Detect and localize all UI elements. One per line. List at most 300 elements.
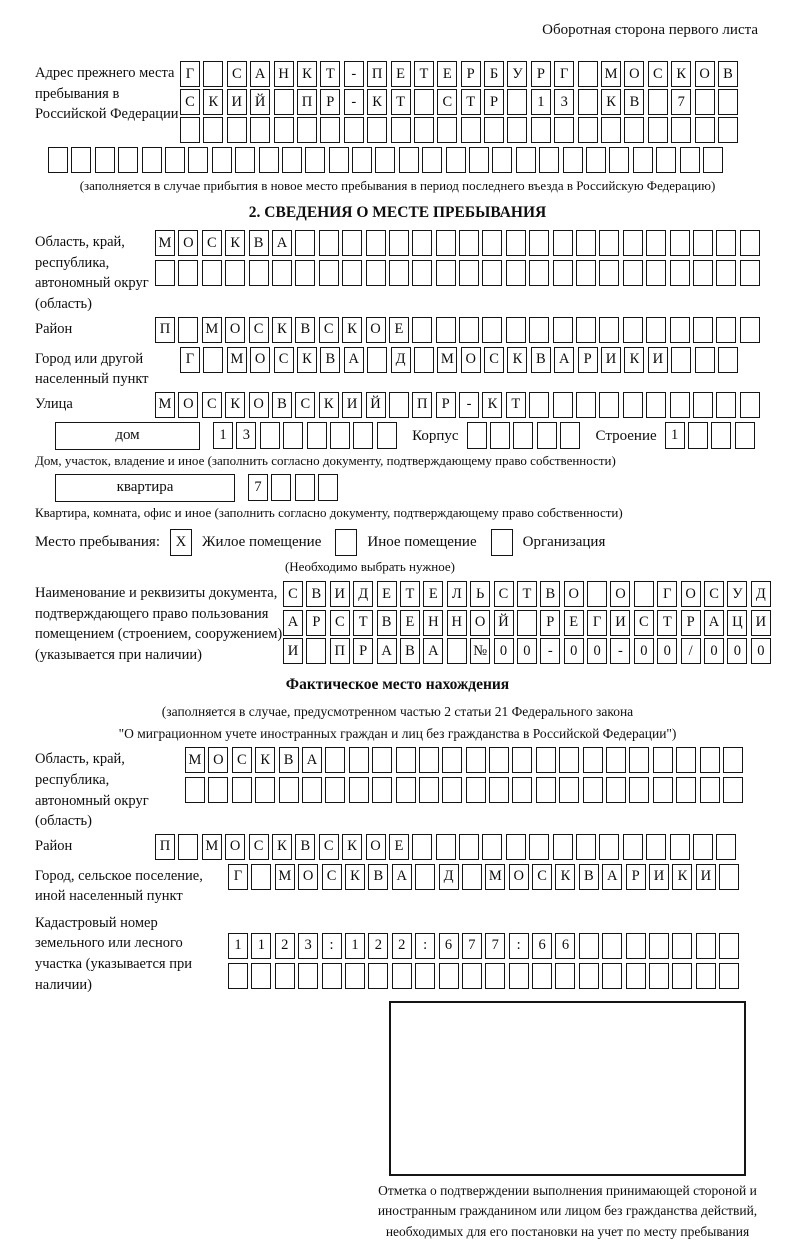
char-cell[interactable]: К (255, 747, 275, 773)
char-cell[interactable] (259, 147, 279, 173)
char-cell[interactable] (695, 347, 715, 373)
char-cell[interactable]: Р (353, 638, 373, 664)
char-cell[interactable] (579, 963, 599, 989)
char-cell[interactable] (325, 777, 345, 803)
char-cell[interactable]: Д (439, 864, 459, 890)
char-cell[interactable]: А (283, 610, 303, 636)
char-cell[interactable] (319, 230, 339, 256)
char-cell[interactable] (389, 392, 409, 418)
char-cell[interactable] (529, 392, 549, 418)
char-cell[interactable]: - (344, 89, 364, 115)
char-cell[interactable]: К (555, 864, 575, 890)
char-cell[interactable] (295, 474, 315, 501)
char-cell[interactable]: 7 (671, 89, 691, 115)
char-cell[interactable] (513, 422, 533, 449)
char-cell[interactable] (322, 963, 342, 989)
char-cell[interactable] (442, 777, 462, 803)
char-cell[interactable] (466, 747, 486, 773)
char-cell[interactable] (703, 147, 723, 173)
char-cell[interactable]: Р (681, 610, 701, 636)
char-cell[interactable] (185, 777, 205, 803)
char-cell[interactable]: К (367, 89, 387, 115)
char-cell[interactable] (467, 422, 487, 449)
char-cell[interactable] (560, 422, 580, 449)
char-cell[interactable]: М (437, 347, 457, 373)
char-cell[interactable] (436, 260, 456, 286)
char-cell[interactable] (554, 117, 574, 143)
char-cell[interactable]: Г (180, 61, 200, 87)
char-cell[interactable] (462, 963, 482, 989)
char-cell[interactable]: - (344, 61, 364, 87)
char-cell[interactable] (437, 117, 457, 143)
char-cell[interactable] (626, 933, 646, 959)
char-cell[interactable]: Д (751, 581, 771, 607)
char-cell[interactable]: С (283, 581, 303, 607)
char-cell[interactable] (693, 834, 713, 860)
char-cell[interactable] (649, 933, 669, 959)
char-cell[interactable] (559, 777, 579, 803)
char-cell[interactable]: Т (517, 581, 537, 607)
char-cell[interactable]: А (602, 864, 622, 890)
char-cell[interactable] (578, 89, 598, 115)
char-cell[interactable]: Н (423, 610, 443, 636)
char-cell[interactable] (275, 963, 295, 989)
char-cell[interactable] (165, 147, 185, 173)
char-cell[interactable] (415, 864, 435, 890)
char-cell[interactable] (250, 117, 270, 143)
char-cell[interactable] (255, 777, 275, 803)
char-cell[interactable] (599, 834, 619, 860)
char-cell[interactable]: П (297, 89, 317, 115)
char-cell[interactable] (634, 581, 654, 607)
char-cell[interactable]: 2 (368, 933, 388, 959)
char-cell[interactable] (305, 147, 325, 173)
char-cell[interactable]: 0 (494, 638, 514, 664)
char-cell[interactable]: О (564, 581, 584, 607)
char-cell[interactable] (586, 147, 606, 173)
char-cell[interactable]: : (509, 933, 529, 959)
char-cell[interactable] (389, 260, 409, 286)
char-cell[interactable]: 2 (275, 933, 295, 959)
char-cell[interactable] (553, 230, 573, 256)
char-cell[interactable]: С (704, 581, 724, 607)
char-cell[interactable] (506, 230, 526, 256)
char-cell[interactable] (466, 777, 486, 803)
char-cell[interactable]: П (412, 392, 432, 418)
char-cell[interactable]: С (232, 747, 252, 773)
char-cell[interactable] (623, 260, 643, 286)
char-cell[interactable] (349, 747, 369, 773)
char-cell[interactable] (251, 864, 271, 890)
char-cell[interactable]: А (392, 864, 412, 890)
char-cell[interactable] (188, 147, 208, 173)
char-cell[interactable]: В (272, 392, 292, 418)
char-cell[interactable] (670, 392, 690, 418)
char-cell[interactable] (740, 260, 760, 286)
char-cell[interactable]: О (681, 581, 701, 607)
char-cell[interactable]: И (610, 610, 630, 636)
char-cell[interactable] (375, 147, 395, 173)
char-cell[interactable] (719, 933, 739, 959)
char-cell[interactable] (396, 747, 416, 773)
char-cell[interactable] (559, 747, 579, 773)
char-cell[interactable]: Н (447, 610, 467, 636)
char-cell[interactable]: И (649, 864, 669, 890)
char-cell[interactable] (740, 317, 760, 343)
char-cell[interactable]: К (601, 89, 621, 115)
char-cell[interactable]: 0 (587, 638, 607, 664)
char-cell[interactable]: - (610, 638, 630, 664)
char-cell[interactable]: А (423, 638, 443, 664)
char-cell[interactable]: Т (400, 581, 420, 607)
char-cell[interactable] (484, 117, 504, 143)
char-cell[interactable] (553, 317, 573, 343)
char-cell[interactable] (202, 260, 222, 286)
char-cell[interactable]: К (203, 89, 223, 115)
char-cell[interactable] (271, 474, 291, 501)
char-cell[interactable] (118, 147, 138, 173)
char-cell[interactable]: И (342, 392, 362, 418)
char-cell[interactable]: О (225, 317, 245, 343)
char-cell[interactable] (482, 260, 502, 286)
char-cell[interactable] (531, 117, 551, 143)
char-cell[interactable] (295, 230, 315, 256)
char-cell[interactable] (693, 230, 713, 256)
char-cell[interactable]: К (319, 392, 339, 418)
char-cell[interactable]: К (507, 347, 527, 373)
char-cell[interactable]: К (225, 392, 245, 418)
char-cell[interactable] (693, 392, 713, 418)
char-cell[interactable]: Й (366, 392, 386, 418)
char-cell[interactable]: А (302, 747, 322, 773)
char-cell[interactable]: О (225, 834, 245, 860)
char-cell[interactable]: 0 (517, 638, 537, 664)
char-cell[interactable] (670, 230, 690, 256)
char-cell[interactable]: Н (274, 61, 294, 87)
char-cell[interactable]: О (249, 392, 269, 418)
char-cell[interactable]: Й (250, 89, 270, 115)
char-cell[interactable] (391, 117, 411, 143)
char-cell[interactable]: С (274, 347, 294, 373)
char-cell[interactable]: Е (400, 610, 420, 636)
char-cell[interactable] (648, 89, 668, 115)
char-cell[interactable]: 1 (531, 89, 551, 115)
char-cell[interactable]: И (330, 581, 350, 607)
char-cell[interactable]: 6 (439, 933, 459, 959)
char-cell[interactable]: С (494, 581, 514, 607)
char-cell[interactable] (623, 392, 643, 418)
char-cell[interactable]: Т (506, 392, 526, 418)
char-cell[interactable] (653, 777, 673, 803)
char-cell[interactable]: А (704, 610, 724, 636)
char-cell[interactable]: Г (228, 864, 248, 890)
char-cell[interactable]: В (306, 581, 326, 607)
char-cell[interactable] (318, 474, 338, 501)
char-cell[interactable]: К (297, 347, 317, 373)
char-cell[interactable] (716, 392, 736, 418)
char-cell[interactable] (489, 747, 509, 773)
char-cell[interactable]: С (532, 864, 552, 890)
char-cell[interactable]: К (345, 864, 365, 890)
checkbox-residential[interactable]: X (170, 529, 192, 556)
char-cell[interactable] (646, 230, 666, 256)
char-cell[interactable] (412, 260, 432, 286)
char-cell[interactable] (719, 963, 739, 989)
char-cell[interactable]: 1 (345, 933, 365, 959)
char-cell[interactable]: - (459, 392, 479, 418)
char-cell[interactable]: М (155, 392, 175, 418)
char-cell[interactable] (307, 422, 327, 449)
char-cell[interactable]: И (283, 638, 303, 664)
char-cell[interactable]: 1 (251, 933, 271, 959)
char-cell[interactable] (646, 834, 666, 860)
char-cell[interactable] (439, 963, 459, 989)
char-cell[interactable] (693, 317, 713, 343)
char-cell[interactable]: Е (423, 581, 443, 607)
char-cell[interactable]: П (155, 834, 175, 860)
char-cell[interactable] (537, 422, 557, 449)
char-cell[interactable] (656, 147, 676, 173)
char-cell[interactable]: 2 (392, 933, 412, 959)
char-cell[interactable] (436, 834, 456, 860)
char-cell[interactable] (272, 260, 292, 286)
char-cell[interactable] (576, 317, 596, 343)
char-cell[interactable]: Р (461, 61, 481, 87)
char-cell[interactable]: Д (391, 347, 411, 373)
char-cell[interactable]: И (696, 864, 716, 890)
char-cell[interactable]: 0 (727, 638, 747, 664)
char-cell[interactable]: О (250, 347, 270, 373)
char-cell[interactable] (180, 117, 200, 143)
char-cell[interactable] (517, 610, 537, 636)
char-cell[interactable] (716, 317, 736, 343)
char-cell[interactable]: В (400, 638, 420, 664)
char-cell[interactable]: М (202, 834, 222, 860)
char-cell[interactable] (459, 230, 479, 256)
char-cell[interactable]: Р (436, 392, 456, 418)
char-cell[interactable] (695, 117, 715, 143)
char-cell[interactable] (653, 747, 673, 773)
char-cell[interactable] (469, 147, 489, 173)
char-cell[interactable] (48, 147, 68, 173)
char-cell[interactable]: К (624, 347, 644, 373)
char-cell[interactable] (671, 347, 691, 373)
char-cell[interactable]: К (482, 392, 502, 418)
char-cell[interactable]: С (249, 317, 269, 343)
char-cell[interactable] (459, 260, 479, 286)
char-cell[interactable]: Р (540, 610, 560, 636)
char-cell[interactable]: У (727, 581, 747, 607)
char-cell[interactable]: С (330, 610, 350, 636)
char-cell[interactable]: Т (414, 61, 434, 87)
char-cell[interactable] (442, 747, 462, 773)
char-cell[interactable] (578, 61, 598, 87)
char-cell[interactable] (228, 963, 248, 989)
char-cell[interactable]: 3 (236, 422, 256, 449)
char-cell[interactable]: К (225, 230, 245, 256)
char-cell[interactable] (735, 422, 755, 449)
char-cell[interactable] (695, 89, 715, 115)
char-cell[interactable] (482, 834, 502, 860)
char-cell[interactable]: 7 (462, 933, 482, 959)
char-cell[interactable] (71, 147, 91, 173)
char-cell[interactable] (670, 317, 690, 343)
char-cell[interactable] (203, 347, 223, 373)
char-cell[interactable] (670, 834, 690, 860)
char-cell[interactable] (414, 89, 434, 115)
char-cell[interactable]: Е (437, 61, 457, 87)
char-cell[interactable]: С (319, 834, 339, 860)
char-cell[interactable]: Ц (727, 610, 747, 636)
char-cell[interactable]: Г (554, 61, 574, 87)
char-cell[interactable] (532, 963, 552, 989)
char-cell[interactable] (485, 963, 505, 989)
char-cell[interactable] (696, 933, 716, 959)
char-cell[interactable] (553, 260, 573, 286)
char-cell[interactable] (623, 317, 643, 343)
char-cell[interactable] (342, 230, 362, 256)
char-cell[interactable] (225, 260, 245, 286)
char-cell[interactable]: И (601, 347, 621, 373)
char-cell[interactable]: Р (626, 864, 646, 890)
char-cell[interactable]: 1 (228, 933, 248, 959)
char-cell[interactable]: А (272, 230, 292, 256)
char-cell[interactable] (601, 117, 621, 143)
char-cell[interactable] (539, 147, 559, 173)
char-cell[interactable]: М (202, 317, 222, 343)
char-cell[interactable] (342, 260, 362, 286)
char-cell[interactable] (536, 777, 556, 803)
char-cell[interactable] (368, 963, 388, 989)
char-cell[interactable]: О (366, 834, 386, 860)
char-cell[interactable] (624, 117, 644, 143)
char-cell[interactable] (459, 834, 479, 860)
char-cell[interactable]: С (295, 392, 315, 418)
char-cell[interactable]: К (672, 864, 692, 890)
char-cell[interactable] (576, 230, 596, 256)
char-cell[interactable] (688, 422, 708, 449)
char-cell[interactable]: Т (320, 61, 340, 87)
char-cell[interactable]: Б (484, 61, 504, 87)
char-cell[interactable]: Р (320, 89, 340, 115)
char-cell[interactable] (512, 777, 532, 803)
char-cell[interactable]: С (319, 317, 339, 343)
char-cell[interactable]: П (367, 61, 387, 87)
char-cell[interactable] (623, 230, 643, 256)
char-cell[interactable] (718, 89, 738, 115)
char-cell[interactable] (506, 834, 526, 860)
char-cell[interactable]: / (681, 638, 701, 664)
char-cell[interactable] (576, 260, 596, 286)
char-cell[interactable] (353, 422, 373, 449)
char-cell[interactable] (629, 777, 649, 803)
char-cell[interactable] (274, 117, 294, 143)
char-cell[interactable]: И (227, 89, 247, 115)
char-cell[interactable]: № (470, 638, 490, 664)
char-cell[interactable]: У (507, 61, 527, 87)
char-cell[interactable] (606, 747, 626, 773)
char-cell[interactable] (319, 260, 339, 286)
char-cell[interactable]: 0 (704, 638, 724, 664)
char-cell[interactable]: Р (531, 61, 551, 87)
char-cell[interactable]: А (250, 61, 270, 87)
char-cell[interactable] (436, 230, 456, 256)
char-cell[interactable]: П (330, 638, 350, 664)
char-cell[interactable] (583, 777, 603, 803)
char-cell[interactable] (711, 422, 731, 449)
char-cell[interactable] (462, 864, 482, 890)
char-cell[interactable] (583, 747, 603, 773)
char-cell[interactable] (389, 230, 409, 256)
char-cell[interactable]: К (272, 834, 292, 860)
char-cell[interactable] (599, 392, 619, 418)
char-cell[interactable] (422, 147, 442, 173)
char-cell[interactable] (344, 117, 364, 143)
char-cell[interactable] (696, 963, 716, 989)
char-cell[interactable] (529, 834, 549, 860)
char-cell[interactable]: С (249, 834, 269, 860)
char-cell[interactable] (602, 963, 622, 989)
char-cell[interactable]: А (377, 638, 397, 664)
char-cell[interactable] (676, 777, 696, 803)
char-cell[interactable] (740, 392, 760, 418)
char-cell[interactable] (436, 317, 456, 343)
char-cell[interactable]: К (671, 61, 691, 87)
char-cell[interactable]: И (751, 610, 771, 636)
char-cell[interactable]: О (178, 392, 198, 418)
char-cell[interactable]: С (227, 61, 247, 87)
char-cell[interactable]: К (342, 317, 362, 343)
char-cell[interactable]: М (601, 61, 621, 87)
char-cell[interactable]: О (695, 61, 715, 87)
char-cell[interactable] (282, 147, 302, 173)
char-cell[interactable]: Р (306, 610, 326, 636)
char-cell[interactable]: О (470, 610, 490, 636)
char-cell[interactable]: О (298, 864, 318, 890)
char-cell[interactable]: О (509, 864, 529, 890)
char-cell[interactable]: 6 (532, 933, 552, 959)
char-cell[interactable] (716, 260, 736, 286)
char-cell[interactable]: В (320, 347, 340, 373)
char-cell[interactable]: В (540, 581, 560, 607)
char-cell[interactable] (306, 638, 326, 664)
char-cell[interactable] (599, 230, 619, 256)
char-cell[interactable]: Т (391, 89, 411, 115)
char-cell[interactable] (529, 260, 549, 286)
char-cell[interactable]: С (180, 89, 200, 115)
char-cell[interactable]: 1 (213, 422, 233, 449)
char-cell[interactable] (723, 747, 743, 773)
char-cell[interactable]: М (185, 747, 205, 773)
char-cell[interactable] (320, 117, 340, 143)
char-cell[interactable]: В (279, 747, 299, 773)
char-cell[interactable] (576, 392, 596, 418)
char-cell[interactable] (208, 777, 228, 803)
char-cell[interactable] (367, 117, 387, 143)
char-cell[interactable]: Г (587, 610, 607, 636)
char-cell[interactable] (249, 260, 269, 286)
char-cell[interactable] (377, 422, 397, 449)
char-cell[interactable] (251, 963, 271, 989)
char-cell[interactable] (178, 317, 198, 343)
char-cell[interactable] (212, 147, 232, 173)
char-cell[interactable] (648, 117, 668, 143)
char-cell[interactable] (649, 963, 669, 989)
char-cell[interactable] (178, 260, 198, 286)
char-cell[interactable]: С (634, 610, 654, 636)
char-cell[interactable]: А (554, 347, 574, 373)
char-cell[interactable] (606, 777, 626, 803)
